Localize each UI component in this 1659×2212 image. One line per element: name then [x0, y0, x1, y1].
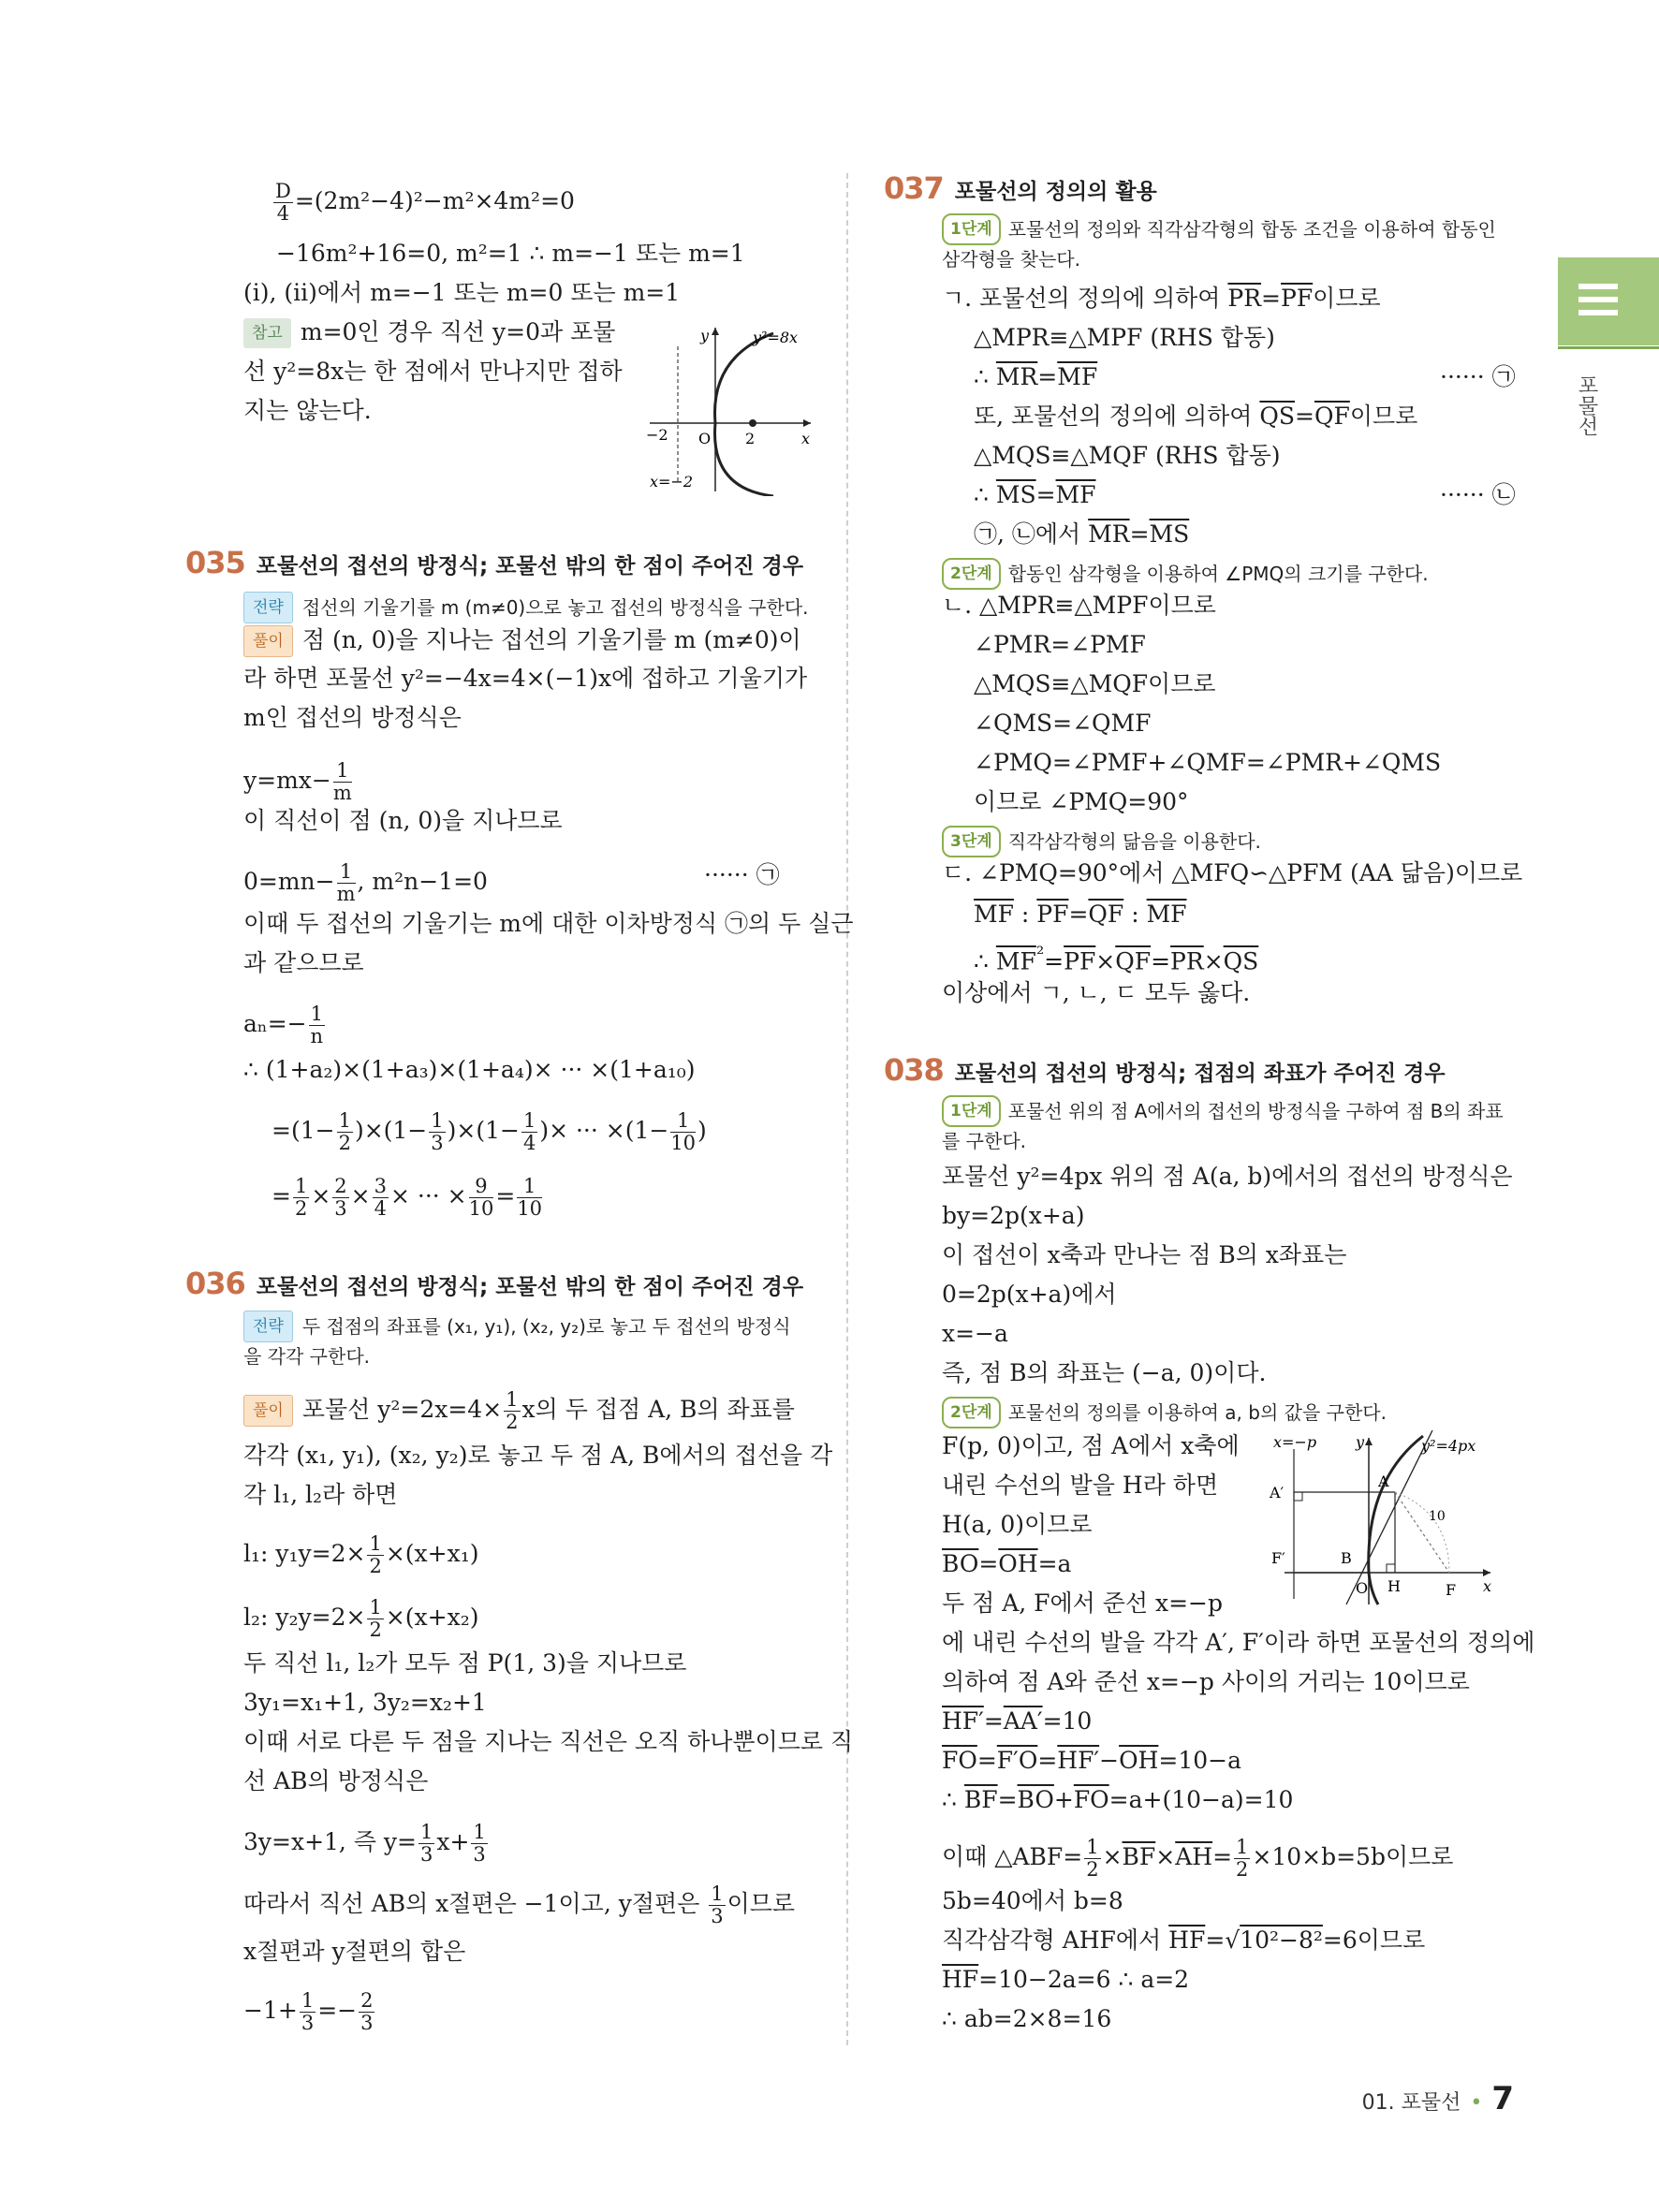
- eq-line: 5b=40에서 b=8: [942, 1887, 1123, 1914]
- eq-line: ∴ $\overline{BF}=\overline{BO}+\overline{FO}=a+(10-a)=10$: [942, 1786, 1294, 1813]
- eq-line: $\overline{HF}=10-2a=6$ ∴ a=2: [942, 1966, 1190, 1993]
- eq-line: 3y=x+1, 즉 y= $\frac{1}{3}$ x+ $\frac{1}{3}$: [243, 1821, 486, 1866]
- graph-label: −2: [646, 426, 668, 444]
- step-line: 1단계 포물선 위의 점 A에서의 접선의 방정식을 구하여 점 B의 좌표: [942, 1095, 1504, 1127]
- graph-label: y²=4px: [1421, 1437, 1476, 1455]
- problem-header: [884, 1052, 1446, 1088]
- graph-label: F′: [1271, 1549, 1285, 1567]
- y-axis-arrow: [1365, 1438, 1373, 1445]
- eq-line: = $\frac{1}{2}$ × $\frac{2}{3}$ × $\frac{3}{4}$ × ··· × $\frac{9}{10}$ = $\frac{1}{10}$: [272, 1175, 543, 1220]
- eq-line: y=mx− $\frac{1}{m}$: [243, 759, 352, 804]
- tab-underline: [1558, 346, 1659, 349]
- page-footer: [1362, 2080, 1514, 2117]
- strategy-line: 전략 두 접점의 좌표를 (x₁, y₁), (x₂, y₂)로 놓고 두 접선의 방정식: [243, 1311, 791, 1342]
- text-line: 이 접선이 x축과 만나는 점 B의 x좌표는: [942, 1241, 1347, 1268]
- strategy-tag: 전략: [243, 592, 293, 623]
- problem-number: 036: [185, 1266, 245, 1301]
- graph-label: A: [1378, 1472, 1389, 1490]
- problem-title: 포물선의 접선의 방정식; 포물선 밖의 한 점이 주어진 경우: [256, 554, 804, 579]
- eq-line: 이므로 ∠PMQ=90°: [974, 788, 1189, 815]
- eq-line: 0=mn− $\frac{1}{m}$ , m²n−1=0: [243, 860, 488, 905]
- solution-line: 풀이 점 (n, 0)을 지나는 접선의 기울기를 m (m≠0)이: [243, 625, 801, 657]
- graph-label: O: [1356, 1579, 1369, 1597]
- eq-line: ∠PMQ=∠PMF+∠QMF=∠PMR+∠QMS: [974, 749, 1442, 776]
- text-line: 의하여 점 A와 준선 x=−p 사이의 거리는 10이므로: [942, 1668, 1470, 1695]
- note-tag: 참고: [243, 318, 291, 348]
- eq-line: ∠QMS=∠QMF: [974, 710, 1152, 737]
- right-angle-mark: [1294, 1492, 1302, 1501]
- step-badge: 1단계: [942, 1095, 1001, 1127]
- graph-label: B: [1341, 1549, 1352, 1567]
- step-line: 3단계 직각삼각형의 닮음을 이용한다.: [942, 826, 1261, 857]
- tab-bar-icon: [1578, 284, 1618, 289]
- eq-line: ∴ (1+a₂)×(1+a₃)×(1+a₄)× ··· ×(1+a₁₀): [243, 1056, 696, 1083]
- strategy-line: 을 각각 구한다.: [243, 1345, 370, 1368]
- x-axis-arrow: [803, 419, 811, 427]
- step-badge: 3단계: [942, 826, 1001, 857]
- eq-line: l₂: y₂y=2× $\frac{1}{2}$ ×(x+x₂): [243, 1596, 479, 1641]
- text-line: (i), (ii)에서 m=−1 또는 m=0 또는 m=1: [243, 279, 681, 306]
- eq-line: 이때 △ABF= $\frac{1}{2}$ $\times\overline{BF}\times\overline{AH}=$ $\frac{1}{2}$ ×10×b=5b이므로: [942, 1836, 1454, 1881]
- graph-label: 10: [1429, 1509, 1446, 1524]
- problem-number: 037: [884, 170, 944, 206]
- tab-bar-icon: [1578, 297, 1618, 302]
- eq-line: −1+ $\frac{1}{3}$ =− $\frac{2}{3}$: [243, 1989, 374, 2034]
- step-badge: 2단계: [942, 1397, 1001, 1428]
- eq-line: by=2p(x+a): [942, 1202, 1085, 1229]
- eq-marker: ······ ㉠: [704, 861, 780, 888]
- solution-line: 풀이 포물선 y²=2x=4× $\frac{1}{2}$ x의 두 접점 A, B의 좌표를: [243, 1389, 795, 1433]
- eq-line: $\overline{MF}$ : $\overline{PF}=\overline{QF}$ : $\overline{MF}$: [974, 901, 1187, 928]
- eq-line: HF′=AA′=10: [942, 1707, 1093, 1735]
- graph-label: x: [801, 430, 811, 447]
- focus-point: [749, 419, 756, 427]
- column-divider: [846, 173, 848, 2045]
- text-line: 과 같으므로: [243, 949, 364, 976]
- text-line: 선 AB의 방정식은: [243, 1767, 429, 1795]
- solution-tag: 풀이: [243, 1395, 293, 1427]
- chapter-side-label: 포물선: [1575, 374, 1598, 436]
- eq-line: ∠PMR=∠PMF: [974, 631, 1146, 658]
- eq-line: △MPR≡△MPF (RHS 합동): [974, 324, 1275, 351]
- text-line: 각각 (x₁, y₁), (x₂, y₂)로 놓고 두 점 A, B에서의 접선을 각: [243, 1442, 833, 1469]
- text-line: 에 내린 수선의 발을 각각 A′, F′이라 하면 포물선의 정의에: [942, 1629, 1535, 1656]
- problem-header: [884, 170, 1157, 206]
- graph-label: F: [1446, 1581, 1457, 1599]
- eq-line: $\overline{FO}=F'O=HF'-\overline{OH}=10-a$: [942, 1747, 1241, 1774]
- graph-label: x: [1483, 1577, 1492, 1595]
- eq-line: aₙ=− $\frac{1}{n}$: [243, 1003, 324, 1047]
- x-axis-arrow: [1483, 1569, 1490, 1576]
- eq-line: l₁: y₁y=2× $\frac{1}{2}$ ×(x+x₁): [243, 1532, 479, 1577]
- eq-line: −16m²+16=0, m²=1 ∴ m=−1 또는 m=1: [276, 240, 745, 267]
- text-line: x절편과 y절편의 합은: [243, 1938, 466, 1965]
- chapter-label: 01. 포물선: [1361, 2091, 1461, 2115]
- step-line: 2단계 포물선의 정의를 이용하여 a, b의 값을 구한다.: [942, 1397, 1387, 1428]
- problem-header: [185, 545, 803, 580]
- eq-line: x=−a: [942, 1320, 1008, 1347]
- eq-marker: ······ ㉠: [1440, 363, 1516, 390]
- strategy-line: 전략 접선의 기울기를 m (m≠0)으로 놓고 접선의 방정식을 구한다.: [243, 592, 809, 623]
- page-number: 7: [1491, 2080, 1514, 2117]
- step-line: 1단계 포물선의 정의와 직각삼각형의 합동 조건을 이용하여 합동인: [942, 213, 1496, 245]
- graph-label: H: [1387, 1577, 1401, 1595]
- graph-label: x=−2: [650, 473, 694, 491]
- eq-line: ∴ $\overline{MS}=\overline{MF}$: [974, 481, 1096, 508]
- text-line: 두 점 A, F에서 준선 x=−p: [942, 1589, 1223, 1617]
- text-line: 라 하면 포물선 y²=−4x=4×(−1)x에 접하고 기울기가: [243, 665, 808, 692]
- graph-label: A′: [1270, 1484, 1285, 1502]
- eq-line: ㉠, ㉡에서 $\overline{MR}=\overline{MS}$: [974, 520, 1190, 548]
- eq-line: 0=2p(x+a)에서: [942, 1281, 1117, 1308]
- y-axis-arrow: [712, 328, 719, 335]
- text-line: 즉, 점 B의 좌표는 (−a, 0)이다.: [942, 1359, 1267, 1386]
- note-line: 선 y²=8x는 한 점에서 만나지만 접하: [243, 358, 623, 385]
- eq-line: △MQS≡△MQF (RHS 합동): [974, 442, 1281, 469]
- problem-header: [185, 1266, 803, 1301]
- note-line: 지는 않는다.: [243, 397, 372, 424]
- text-line: 따라서 직선 AB의 x절편은 −1이고, y절편은 $\frac{1}{3}$ 이므로: [243, 1882, 796, 1927]
- problem-number: 038: [884, 1052, 944, 1088]
- eq-marker: ······ ㉡: [1440, 481, 1516, 508]
- step-line: 삼각형을 찾는다.: [942, 248, 1080, 271]
- text-line: ㄷ. ∠PMQ=90°에서 △MFQ∽△PFM (AA 닮음)이므로: [942, 859, 1523, 886]
- bullet-icon: •: [1470, 2091, 1483, 2115]
- step-line: 를 구한다.: [942, 1130, 1026, 1152]
- text-line: 이 직선이 점 (n, 0)을 지나므로: [243, 807, 563, 834]
- eq-line: 3y₁=x₁+1, 3y₂=x₂+1: [243, 1689, 487, 1716]
- graph-label: O: [698, 430, 712, 447]
- text-line: H(a, 0)이므로: [942, 1511, 1093, 1538]
- text-line: 또, 포물선의 정의에 의하여 $\overline{QS}=\overline{QF}$이므로: [974, 403, 1418, 430]
- chapter-tab: [1558, 257, 1659, 345]
- parabola-curve: [715, 333, 773, 496]
- step-badge: 2단계: [942, 558, 1001, 590]
- problem-title: 포물선의 정의의 활용: [954, 180, 1157, 204]
- text-line: F(p, 0)이고, 점 A에서 x축에: [942, 1432, 1240, 1459]
- text-line: 내린 수선의 발을 H라 하면: [942, 1472, 1219, 1499]
- strategy-tag: 전략: [243, 1311, 293, 1342]
- graph-label: y: [1356, 1433, 1365, 1451]
- problem-title: 포물선의 접선의 방정식; 접점의 좌표가 주어진 경우: [954, 1062, 1446, 1086]
- graph-label: y: [700, 327, 710, 344]
- graph-label: 2: [745, 430, 756, 447]
- graph-label: y²=8x: [753, 329, 799, 346]
- eq-line: △MQS≡△MQF이므로: [974, 670, 1216, 697]
- arc-10: [1395, 1492, 1449, 1573]
- tab-bar-icon: [1578, 310, 1618, 315]
- solution-tag: 풀이: [243, 625, 293, 657]
- eq-line: ∴ ab=2×8=16: [942, 2005, 1112, 2032]
- step-badge: 1단계: [942, 213, 1001, 245]
- eq-line: 직각삼각형 AHF에서 $\overline{HF}=√10^2-8^2=6$이므로: [942, 1926, 1426, 1954]
- eq-line: ∴ $\overline{MR}=\overline{MF}$: [974, 363, 1098, 390]
- note-line: 참고 m=0인 경우 직선 y=0과 포물: [243, 318, 615, 348]
- segment-AF: [1395, 1492, 1449, 1573]
- text-line: 이상에서 ㄱ, ㄴ, ㄷ 모두 옳다.: [942, 979, 1251, 1006]
- text-line: 이때 두 접선의 기울기는 m에 대한 이차방정식 ㉠의 두 실근: [243, 910, 854, 937]
- parabola-graph-038: [1266, 1430, 1500, 1606]
- eq-line: =(1− $\frac{1}{2}$ )×(1− $\frac{1}{3}$ )×(1− $\frac{1}{4}$ )× ··· ×(1− $\frac{1}{10}$ ): [272, 1109, 707, 1154]
- text-line: m인 접선의 방정식은: [243, 704, 462, 731]
- text-line: 이때 서로 다른 두 점을 지나는 직선은 오직 하나뿐이므로 직: [243, 1728, 854, 1755]
- text-line: 포물선 y²=4px 위의 점 A(a, b)에서의 접선의 방정식은: [942, 1163, 1513, 1190]
- problem-number: 035: [185, 545, 245, 580]
- step-line: 2단계 합동인 삼각형을 이용하여 ∠PMQ의 크기를 구한다.: [942, 558, 1429, 590]
- text-line: 각 l₁, l₂라 하면: [243, 1481, 398, 1508]
- eq-line: $\overline{BO}=\overline{OH}=a$: [942, 1550, 1072, 1577]
- right-angle-mark: [1387, 1564, 1395, 1573]
- problem-title: 포물선의 접선의 방정식; 포물선 밖의 한 점이 주어진 경우: [256, 1275, 804, 1299]
- text-line: 두 직선 l₁, l₂가 모두 점 P(1, 3)을 지나므로: [243, 1649, 687, 1677]
- text-line: ㄱ. 포물선의 정의에 의하여 $\overline{PR}=\overline{PF}$이므로: [942, 285, 1381, 312]
- text-line: ㄴ. △MPR≡△MPF이므로: [942, 592, 1216, 619]
- graph-label: x=−p: [1273, 1433, 1317, 1451]
- parabola-graph-034: [642, 318, 816, 496]
- eq-line: $\frac{D}{4}$ =(2m²−4)²−m²×4m²=0: [275, 180, 575, 225]
- eq-line: ∴ $\overline{MF}^{^2}=\overline{PF}\times\overline{QF}=\overline{PR}\times\overline{QS}$: [974, 943, 1259, 975]
